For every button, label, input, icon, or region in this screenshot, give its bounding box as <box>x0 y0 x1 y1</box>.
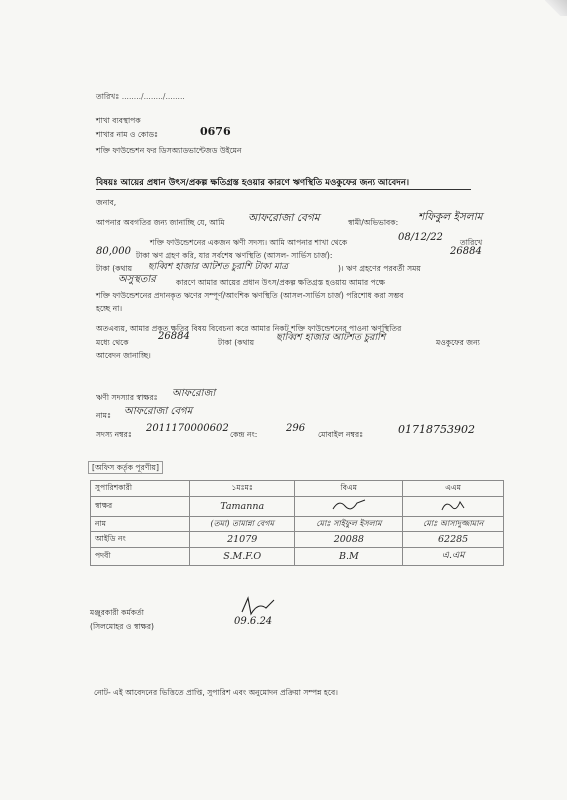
date-label: তারিখঃ <box>96 92 120 101</box>
table-cell: Tamanna <box>190 496 295 516</box>
header-cell: সুপারিশকারী <box>91 481 190 497</box>
branch-name-label: শাখার নাম ও কোডঃ <box>96 130 159 139</box>
table-cell: B.M <box>295 548 403 566</box>
balance-words-handwritten: ছাব্বিশ হাজার আটশত চুরাশি টাকা মাত্র <box>148 262 289 272</box>
para1-line2: শক্তি ফাউন্ডেশনের একজন ঋণী সদস্য। আমি আপনার শাখা থেকে <box>150 238 348 247</box>
signature-cell <box>295 496 403 516</box>
waive-words-handwritten: ছাব্বিশ হাজার আটশত চুরাশি <box>276 332 386 343</box>
para1-guardian-label: স্বামী/অভিভাবক: <box>348 218 399 227</box>
branch-manager-label: শাখা ব্যবস্থাপক <box>96 116 141 125</box>
officer-sub-label: (সিলমোহর ও স্বাক্ষর) <box>90 622 154 631</box>
table-cell: 21079 <box>190 532 295 548</box>
row-label: নাম <box>91 516 190 532</box>
organization-name: শক্তি ফাউন্ডেশন ফর ডিসঅ্যাডভান্টেজড উইমেন <box>96 146 242 155</box>
table-cell: S.M.F.O <box>190 548 295 566</box>
subject-underline <box>96 189 471 190</box>
para1-line4a: টাকা (কথায় <box>96 264 133 273</box>
table-cell: মোঃ সাইফুল ইসলাম <box>295 516 403 532</box>
header-cell: এএম <box>403 481 504 497</box>
am-signature-icon <box>438 498 468 512</box>
waive-amount-handwritten: 26884 <box>158 331 190 342</box>
guardian-name-handwritten: শফিকুল ইসলাম <box>418 211 483 223</box>
date-row <box>96 92 185 102</box>
member-number-handwritten: 2011170000602 <box>146 423 229 434</box>
row-label: স্বাক্ষর <box>91 496 190 516</box>
para2-line2b: টাকা (কথায় <box>218 338 255 347</box>
member-signature-handwritten: আফরোজা <box>172 388 216 399</box>
para1-line4b: )। ঋণ গ্রহণের পরবর্তী সময় <box>338 264 421 273</box>
row-label: পদবী <box>91 548 190 566</box>
table-cell: মোঃ আসাদুজ্জামান <box>403 516 504 532</box>
table-cell: 62285 <box>403 532 504 548</box>
para2-line2c: মওকুফের জন্য <box>436 338 480 347</box>
table-cell: 20088 <box>295 532 403 548</box>
approval-row <box>91 548 504 566</box>
balance-handwritten: 26884 <box>450 246 482 257</box>
para1-line7: হচ্ছে না। <box>96 304 123 313</box>
header-cell: ১মঃমঃ <box>190 481 295 497</box>
para1-line6: শক্তি ফাউন্ডেশনের প্রদানকৃত ঋণের সম্পূর্ণ/আংশিক ঋণস্থিতি (আসল-সার্ভিস চার্জ) পরিশোধ করা সম্ভব <box>96 291 404 300</box>
row-label: আইডি নং <box>91 532 190 548</box>
para1-line3: টাকা ঋণ গ্রহণ করি, যার সর্বশেষ ঋণস্থিতি (আসল- সার্ভিস চার্জ): <box>136 251 333 260</box>
para2-line3: আবেদন জানাচ্ছি। <box>96 351 151 360</box>
signature-cell <box>403 496 504 516</box>
approval-header-row <box>91 481 504 497</box>
officer-date-handwritten: 09.6.24 <box>234 616 273 627</box>
para1-line1a: আপনার অবগতির জন্য জানাচ্ছি যে, আমি <box>96 218 225 227</box>
officer-label: মঞ্জুরকারী কর্মকর্তা <box>90 608 144 617</box>
member-signature-label: ঋণী সদস্যার স্বাক্ষরঃ <box>96 393 158 402</box>
subject-line: বিষয়ঃ আয়ের প্রধান উৎস/প্রকল্প ক্ষতিগ্রস্ত হওয়ার কারণে ঋণস্থিতি মওকুফের জন্য আবেদন। <box>96 178 410 188</box>
member-name-handwritten: আফরোজা বেগম <box>124 406 193 417</box>
para2-line1: অতএব্যয়, আমার প্রকৃত ক্ষতির বিষয় বিবেচনা করে আমার নিকট শক্তি ফাউন্ডেশনের পাওনা ঋণস্থিতির <box>96 324 402 333</box>
page-corner-fold <box>545 0 567 16</box>
member-name-label: নামঃ <box>96 411 111 420</box>
branch-code-handwritten: 0676 <box>200 125 231 138</box>
officer-signature-icon <box>236 594 278 618</box>
center-code-handwritten: 296 <box>286 423 306 434</box>
loan-date-handwritten: 08/12/22 <box>398 232 443 243</box>
approval-row <box>91 532 504 548</box>
salutation: জনাব, <box>96 198 117 207</box>
bm-signature-icon <box>329 498 369 512</box>
header-cell: বিএম <box>295 481 403 497</box>
mobile-handwritten: 01718753902 <box>398 423 475 436</box>
approval-table <box>90 480 504 566</box>
para1-date-suffix: তারিখে <box>460 238 483 247</box>
approval-row <box>91 496 504 516</box>
para2-line2a: মধ্যে থেকে <box>96 338 129 347</box>
para1-line5: কারণে আমার আয়ের প্রধান উৎস/প্রকল্প ক্ষতিগ্রস্ত হওয়ায় আমার পক্ষে <box>176 278 385 287</box>
date-value: ......../......../........ <box>121 92 185 101</box>
mobile-label: মোবাইল নম্বরঃ <box>318 430 364 439</box>
member-number-label: সদস্য নম্বরঃ <box>96 430 132 439</box>
table-cell: (তমা) তামান্না বেগম <box>190 516 295 532</box>
applicant-name-handwritten: আফরোজা বেগম <box>248 212 320 224</box>
office-use-label: [অফিস কর্তৃক পূরণীয়] <box>88 461 163 474</box>
approval-row <box>91 516 504 532</box>
reason-handwritten: অসুস্থতার <box>118 274 156 285</box>
footer-note: নোট- এই আবেদনের ভিত্তিতে প্রাপ্তি, সুপারিশ এবং অনুমোদন প্রক্রিয়া সম্পন্ন হবে। <box>94 688 338 697</box>
center-code-label: কেন্দ্র নং: <box>230 430 258 439</box>
table-cell: এ.এম <box>403 548 504 566</box>
loan-amount-handwritten: 80,000 <box>96 246 131 257</box>
